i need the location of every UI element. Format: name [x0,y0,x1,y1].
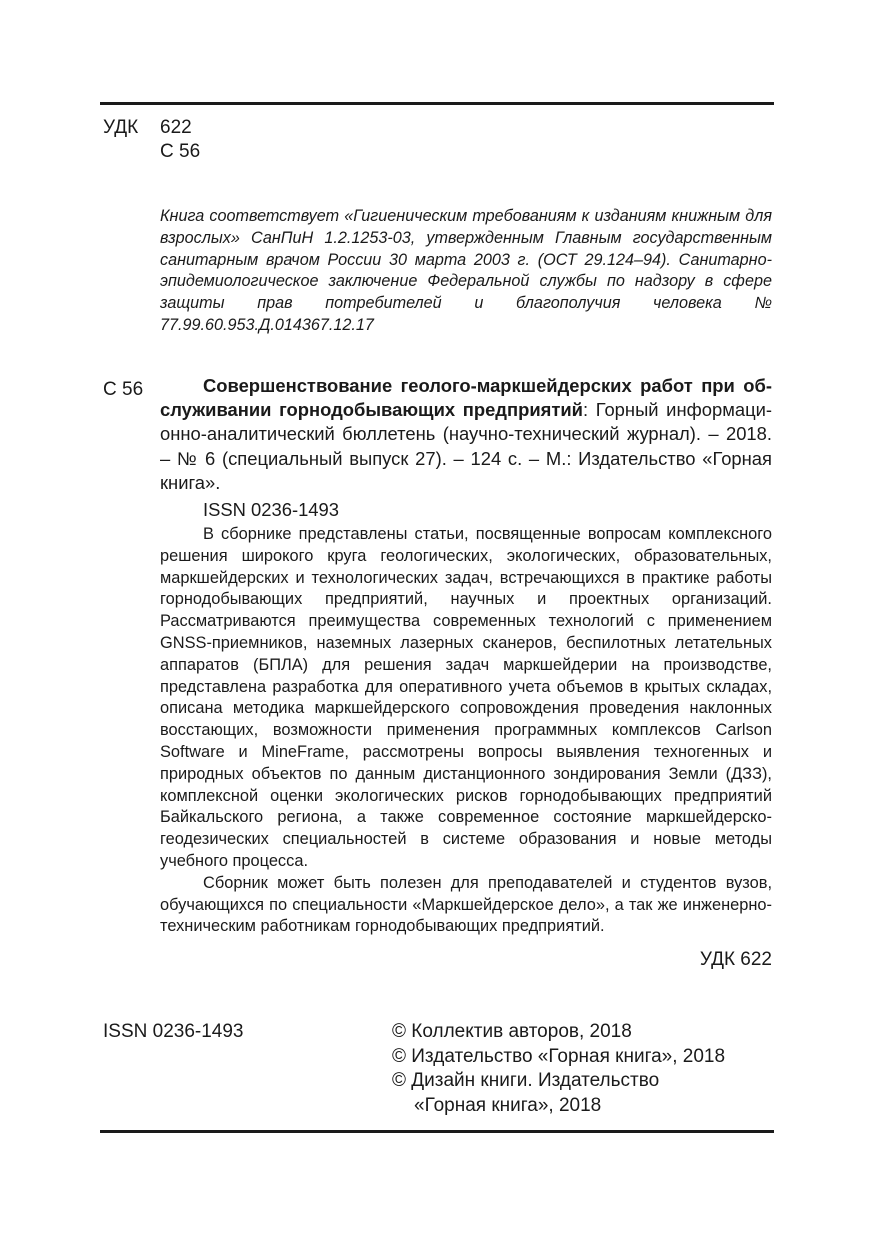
udk-label: УДК [103,117,139,138]
abstract [160,524,772,938]
book-description: : Горный информационно-аналитический бюллетень (научно-технический журнал). – 2018. – № 6 (специальный выпуск 27). – 124 с. – М.: Издательство «Горная книга». [160,399,773,493]
abstract-paragraph-2: Сборник может быть полезен для преподавателей и студентов вузов, обучающихся по специальности «Маркшейдерское дело», а так же инженерно-техническим работникам горнодобывающих предприятий. [160,873,772,936]
copyright-authors: © Коллектив авторов, 2018 [392,1021,632,1042]
issn-footer: ISSN 0236-1493 [103,1021,244,1042]
top-rule [100,102,774,105]
udk-footer: УДК 622 [699,949,772,970]
author-index: С 56 [160,141,201,162]
copyright-block [392,1020,725,1118]
issn-record: ISSN 0236-1493 [203,499,339,520]
book-title: Совершенствование геолого-маркшейдерских работ при обслуживании горнодобывающих предприятий [160,375,772,421]
bibliographic-index: С 56 [103,379,144,400]
copyright-design: © Дизайн книги. Издательство [392,1070,660,1091]
abstract-paragraph-1: В сборнике представлены статьи, посвященные вопросам комплексного решения широкого круга геологических, экологических, образовательных, маркшейдерских и технологических задач, встречающихся в практике работы горнодобывающих предприятий, научных и проектных организаций. Рассматриваются преимущества современных технологий с применением GNSS-приемников, наземных лазерных сканеров, беспилотных летательных аппаратов (БПЛА) для решения задач маркшейдерии на производстве, представлена разработка для оперативного учета объемов в крытых складах, описана методика маркшейдерского сопровождения проведения наклонных восстающих, возможности применения программных комплексов Carlson Software и MineFrame, рассмотрены вопросы выявления техногенных и природных объектов по данным дистанционного зондирования Земли (ДЗЗ), комплексной оценки экологических рисков горнодобывающих предприятий Байкальского региона, а также современное состояние маркшейдерско-геодезических специальностей в системе образования и новые методы учебного процесса. [160,525,772,870]
bottom-rule [100,1130,774,1133]
copyright-design-continued: «Горная книга», 2018 [414,1094,602,1116]
copyright-publisher: © Издательство «Горная книга», 2018 [392,1045,726,1067]
bibliographic-record [160,374,772,495]
hygiene-notice: Книга соответствует «Гигиеническим требованиям к изданиям книжным для взрослых» СанПиН 1.2.1253-03, утвержденным Главным государственным санитарным врачом России 30 марта 2003 г. (ОСТ 29.124–94). Санитарно-эпидемиологическое заключение Федеральной службы по надзору в сфере защиты прав потребителей и благополучия человека № 77.99.60.953.Д.014367.12.17 [160,207,772,334]
udk-value: 622 [160,117,192,138]
